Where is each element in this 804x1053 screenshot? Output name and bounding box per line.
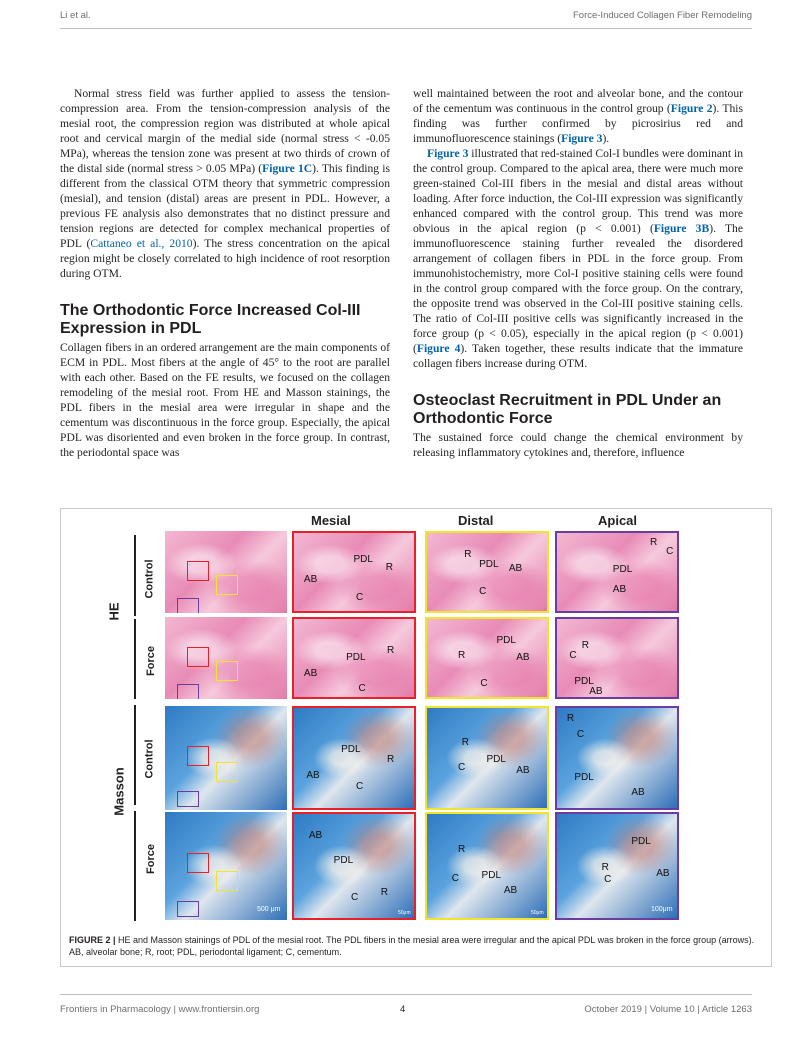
tissue-label: AB xyxy=(516,765,530,777)
tissue-label: AB xyxy=(656,868,670,879)
figure-link[interactable]: Figure 3B xyxy=(653,222,710,235)
zoom-micrograph xyxy=(292,531,416,613)
region-box xyxy=(187,853,209,873)
zoom-micrograph xyxy=(555,617,679,699)
zoom-micrograph xyxy=(425,617,549,699)
figure-link[interactable]: Figure 3 xyxy=(561,132,603,145)
paragraph: Figure 3 illustrated that red-stained Col-I bundles were dominant in the control group. Compared to the apical area, there were much more green-stained Col-III fibers in the mesial and distal areas without loading. After force induction, the Col-III expression was significantly enhanced compared with the control group. This trend was more obvious in the apical region (p < 0.001) (Figure 3B). The immunofluorescence staining further revealed the disordered arrangement of collagen fibers in PDL in the force group. From immunohistochemistry, more Col-I positive staining cells were found in the control group compared with the force group. On the contrary, the opposite trend was observed in the Col-III positive staining cells. The ratio of Col-III positive cells was significantly increased in the force group (p < 0.05), especially in the apical region (p < 0.001) (Figure 4). Taken together, these results indicate that the immature collagen fibers increase during OTM. xyxy=(413,147,744,370)
tissue-label: C xyxy=(451,873,460,885)
tissue-label: C xyxy=(479,586,487,598)
zoom-micrograph xyxy=(292,706,416,810)
tissue-label: PDL xyxy=(631,835,651,847)
region-box xyxy=(177,901,199,917)
tissue-label: PDL xyxy=(574,676,594,688)
region-box xyxy=(177,598,199,613)
zoom-micrograph xyxy=(555,531,679,613)
region-box xyxy=(216,575,238,595)
tissue-label: C xyxy=(666,546,674,558)
zoom-micrograph xyxy=(425,706,549,810)
page-number: 4 xyxy=(400,1004,406,1015)
bracket-line xyxy=(134,705,136,805)
zoom-micrograph xyxy=(292,812,416,920)
scale-bar-label: 50μm xyxy=(531,910,544,916)
overview-micrograph xyxy=(165,706,287,810)
tissue-label: R xyxy=(464,549,472,561)
tissue-label: C xyxy=(356,780,364,792)
paragraph: well maintained between the root and alveolar bone, and the contour of the cementum was continuous in the control group (Figure 2). This finding was further confirmed by picrosirius red and immunofluorescence stainings (Figure 3). xyxy=(413,87,744,145)
region-box xyxy=(216,871,238,891)
citation-link[interactable]: Cattaneo et al., 2010 xyxy=(90,237,193,250)
tissue-label: AB xyxy=(612,583,627,595)
tissue-label: C xyxy=(458,762,466,774)
footer-journal: Frontiers in Pharmacology | www.frontiersin.org xyxy=(60,1004,260,1015)
region-box xyxy=(216,661,238,681)
column-head-distal: Distal xyxy=(458,513,494,528)
header-title: Force-Induced Collagen Fiber Remodeling xyxy=(572,10,752,21)
tissue-label: PDL xyxy=(479,559,499,571)
tissue-label: R xyxy=(601,861,609,873)
tissue-label: PDL xyxy=(333,855,354,867)
tissue-label: R xyxy=(458,844,466,856)
region-box xyxy=(177,791,199,807)
tissue-label: C xyxy=(569,650,577,662)
tissue-label: PDL xyxy=(481,870,501,882)
figure-caption xyxy=(69,934,763,958)
footer-issue: October 2019 | Volume 10 | Article 1263 xyxy=(584,1004,752,1015)
tissue-label: PDL xyxy=(341,744,361,756)
section-heading: Osteoclast Recruitment in PDL Under an Orthodontic Force xyxy=(413,392,722,427)
right-column xyxy=(413,86,743,460)
paragraph: Collagen fibers in an ordered arrangement are the main components of ECM in PDL. Most fibers at the angle of 45° to the root are parallel with each other. Based on the FE results, we focused on the collagen remodeling of the mesial root. From HE and Masson stainings, the PDL fibers in the mesial area were irregular in shape and the cementum was discontinuous in the force group. Especially, the apical PDL was disoriented and even broken in the force group. In contrast, the periodontal space was xyxy=(60,341,390,459)
figure-link[interactable]: Figure 2 xyxy=(670,102,713,115)
tissue-label: AB xyxy=(503,885,518,897)
tissue-label: AB xyxy=(589,686,603,698)
zoom-micrograph xyxy=(425,812,549,920)
tissue-label: AB xyxy=(516,651,530,663)
paragraph: Normal stress field was further applied to assess the tension-compression area. From the tension-compression analysis of the mesial root, the compression region was distributed at whole apical root and cervical margin of the medial side (normal stress < -0.05 MPa), whereas the tension zone was present at two thirds of crown of the distal side (normal stress > 0.05 MPa) (Figure 1C). This finding is different from the classical OTM theory that symmetric compression (mesial), and tension (distal) areas are present in PDL. However, a previous FE analysis also demonstrates that no distinct pressure and tension regions are detected for complex mechanical properties of PDL (Cattaneo et al., 2010). The stress concentration on the apical region might be closely correlated to high incidence of root resorption during OTM. xyxy=(60,87,390,280)
tissue-label: R xyxy=(458,650,466,662)
stain-label-he: HE xyxy=(106,602,122,621)
tissue-label: PDL xyxy=(574,772,594,784)
figure-link[interactable]: Figure 1C xyxy=(262,162,313,175)
paragraph: The sustained force could change the chemical environment by releasing inflammatory cytokines and, therefore, influence xyxy=(413,431,743,459)
tissue-label: R xyxy=(387,645,395,657)
tissue-label: C xyxy=(576,728,585,740)
tissue-label: R xyxy=(387,753,395,765)
header-divider xyxy=(60,28,752,29)
tissue-label: AB xyxy=(308,830,323,842)
section-heading: The Orthodontic Force Increased Col-III Expression in PDL xyxy=(60,302,361,337)
group-label-force: Force xyxy=(144,646,157,676)
region-box xyxy=(177,684,199,699)
tissue-label: PDL xyxy=(346,651,366,663)
running-header xyxy=(60,10,752,26)
zoom-micrograph xyxy=(425,531,549,613)
region-box xyxy=(187,647,209,667)
tissue-label: AB xyxy=(631,787,645,799)
zoom-micrograph xyxy=(555,706,679,810)
tissue-label: R xyxy=(380,887,389,899)
tissue-label: C xyxy=(356,592,364,604)
tissue-label: PDL xyxy=(496,635,516,647)
region-box xyxy=(187,561,209,581)
tissue-label: C xyxy=(480,678,488,690)
column-head-mesial: Mesial xyxy=(311,513,351,528)
region-box xyxy=(216,762,238,782)
group-label-control: Control xyxy=(143,739,156,779)
zoom-micrograph xyxy=(292,617,416,699)
tissue-label: C xyxy=(358,682,366,694)
footer-divider xyxy=(60,994,752,995)
tissue-label: PDL xyxy=(612,564,633,576)
group-label-control: Control xyxy=(143,559,156,599)
tissue-label: R xyxy=(385,561,393,573)
tissue-label: R xyxy=(566,713,575,725)
bracket-line xyxy=(134,619,136,699)
figure-link[interactable]: Figure 3 xyxy=(427,147,469,160)
tissue-label: PDL xyxy=(353,553,373,565)
tissue-label: C xyxy=(604,874,612,886)
column-head-apical: Apical xyxy=(598,513,638,528)
tissue-label: R xyxy=(650,537,658,549)
overview-micrograph xyxy=(165,812,287,920)
bracket-line xyxy=(134,535,136,616)
figure-link[interactable]: Figure 4 xyxy=(416,342,461,355)
left-column xyxy=(60,86,390,460)
caption-text: HE and Masson stainings of PDL of the mesial root. The PDL fibers in the mesial area were irregular and the apical PDL was broken in the force group (arrows). AB, alveolar bone; R, root; PDL, periodontal ligament; C, cementum. xyxy=(69,935,755,957)
figure-2 xyxy=(60,508,772,967)
scale-bar-label: 100μm xyxy=(651,906,673,913)
bracket-line xyxy=(134,811,136,921)
running-footer xyxy=(60,1004,752,1018)
overview-micrograph xyxy=(165,617,287,699)
tissue-label: R xyxy=(581,640,590,652)
header-authors: Li et al. xyxy=(60,10,91,21)
tissue-label: AB xyxy=(303,574,318,585)
scale-bar-label: 50μm xyxy=(398,910,411,916)
tissue-label: AB xyxy=(508,562,523,574)
zoom-micrograph xyxy=(555,812,679,920)
tissue-label: C xyxy=(351,891,359,903)
tissue-label: PDL xyxy=(486,753,506,765)
region-box xyxy=(187,746,209,766)
overview-micrograph xyxy=(165,531,287,613)
caption-label: FIGURE 2 | xyxy=(69,935,116,945)
stain-label-masson: Masson xyxy=(111,767,127,816)
tissue-label: AB xyxy=(303,668,318,680)
tissue-label: AB xyxy=(306,770,320,782)
tissue-label: R xyxy=(461,737,469,749)
scale-bar-label: 500 μm xyxy=(257,906,281,913)
group-label-force: Force xyxy=(144,844,157,874)
